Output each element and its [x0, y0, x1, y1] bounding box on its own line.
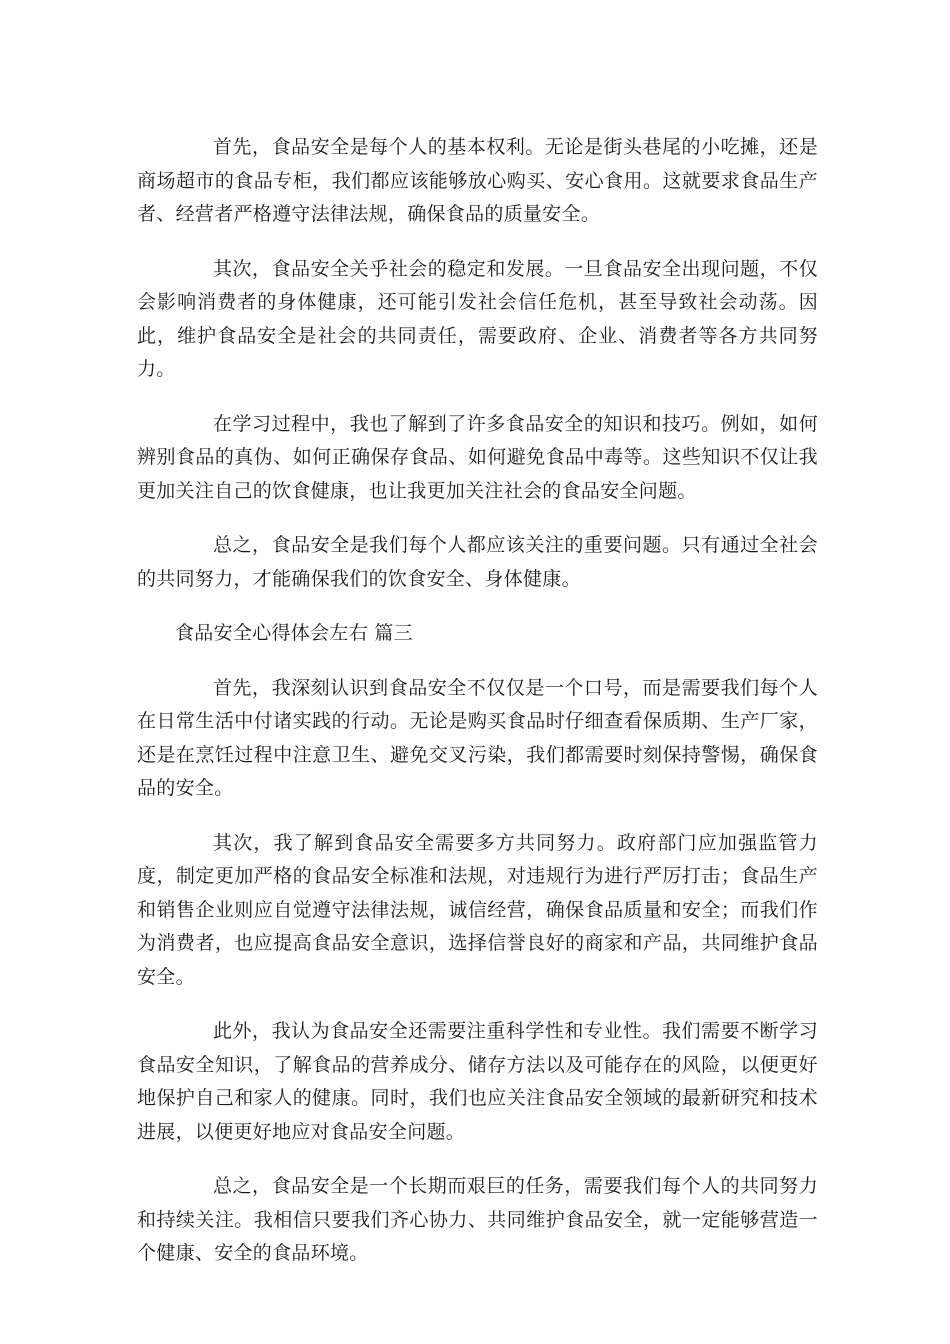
paragraph: 其次，我了解到食品安全需要多方共同努力。政府部门应加强监管力度，制定更加严格的食品安全标准和法规，对违规行为进行严厉打击；食品生产和销售企业则应自觉遵守法律法规，诚信经营，确保食品质量和安全；而我们作为消费者，也应提高食品安全意识，选择信誉良好的商家和产品，共同维护食品安全。 — [137, 831, 818, 988]
paragraph: 总之，食品安全是我们每个人都应该关注的重要问题。只有通过全社会的共同努力，才能确保我们的饮食安全、身体健康。 — [137, 534, 818, 590]
paragraph: 其次，食品安全关乎社会的稳定和发展。一旦食品安全出现问题，不仅会影响消费者的身体健康，还可能引发社会信任危机，甚至导致社会动荡。因此，维护食品安全是社会的共同责任，需要政府、企业、消费者等各方共同努力。 — [137, 257, 818, 380]
paragraph: 首先，食品安全是每个人的基本权利。无论是街头巷尾的小吃摊，还是商场超市的食品专柜，我们都应该能够放心购买、安心食用。这就要求食品生产者、经营者严格遵守法律法规，确保食品的质量安全。 — [137, 136, 818, 225]
paragraph: 在学习过程中，我也了解到了许多食品安全的知识和技巧。例如，如何辨别食品的真伪、如何正确保存食品、如何避免食品中毒等。这些知识不仅让我更加关注自己的饮食健康，也让我更加关注社会的食品安全问题。 — [137, 412, 818, 502]
paragraph: 此外，我认为食品安全还需要注重科学性和专业性。我们需要不断学习食品安全知识，了解食品的营养成分、储存方法以及可能存在的风险，以便更好地保护自己和家人的健康。同时，我们也应关注食品安全领域的最新研究和技术进展，以便更好地应对食品安全问题。 — [137, 1020, 818, 1143]
paragraph: 总之，食品安全是一个长期而艰巨的任务，需要我们每个人的共同努力和持续关注。我相信只要我们齐心协力、共同维护食品安全，就一定能够营造一个健康、安全的食品环境。 — [137, 1175, 818, 1264]
section-heading: 食品安全心得体会左右 篇三 — [175, 622, 413, 644]
document-page — [137, 131, 818, 1292]
paragraph: 首先，我深刻认识到食品安全不仅仅是一个口号，而是需要我们每个人在日常生活中付诸实践的行动。无论是购买食品时仔细查看保质期、生产厂家，还是在烹饪过程中注意卫生、避免交叉污染，我们都需要时刻保持警惕，确保食品的安全。 — [137, 676, 818, 799]
